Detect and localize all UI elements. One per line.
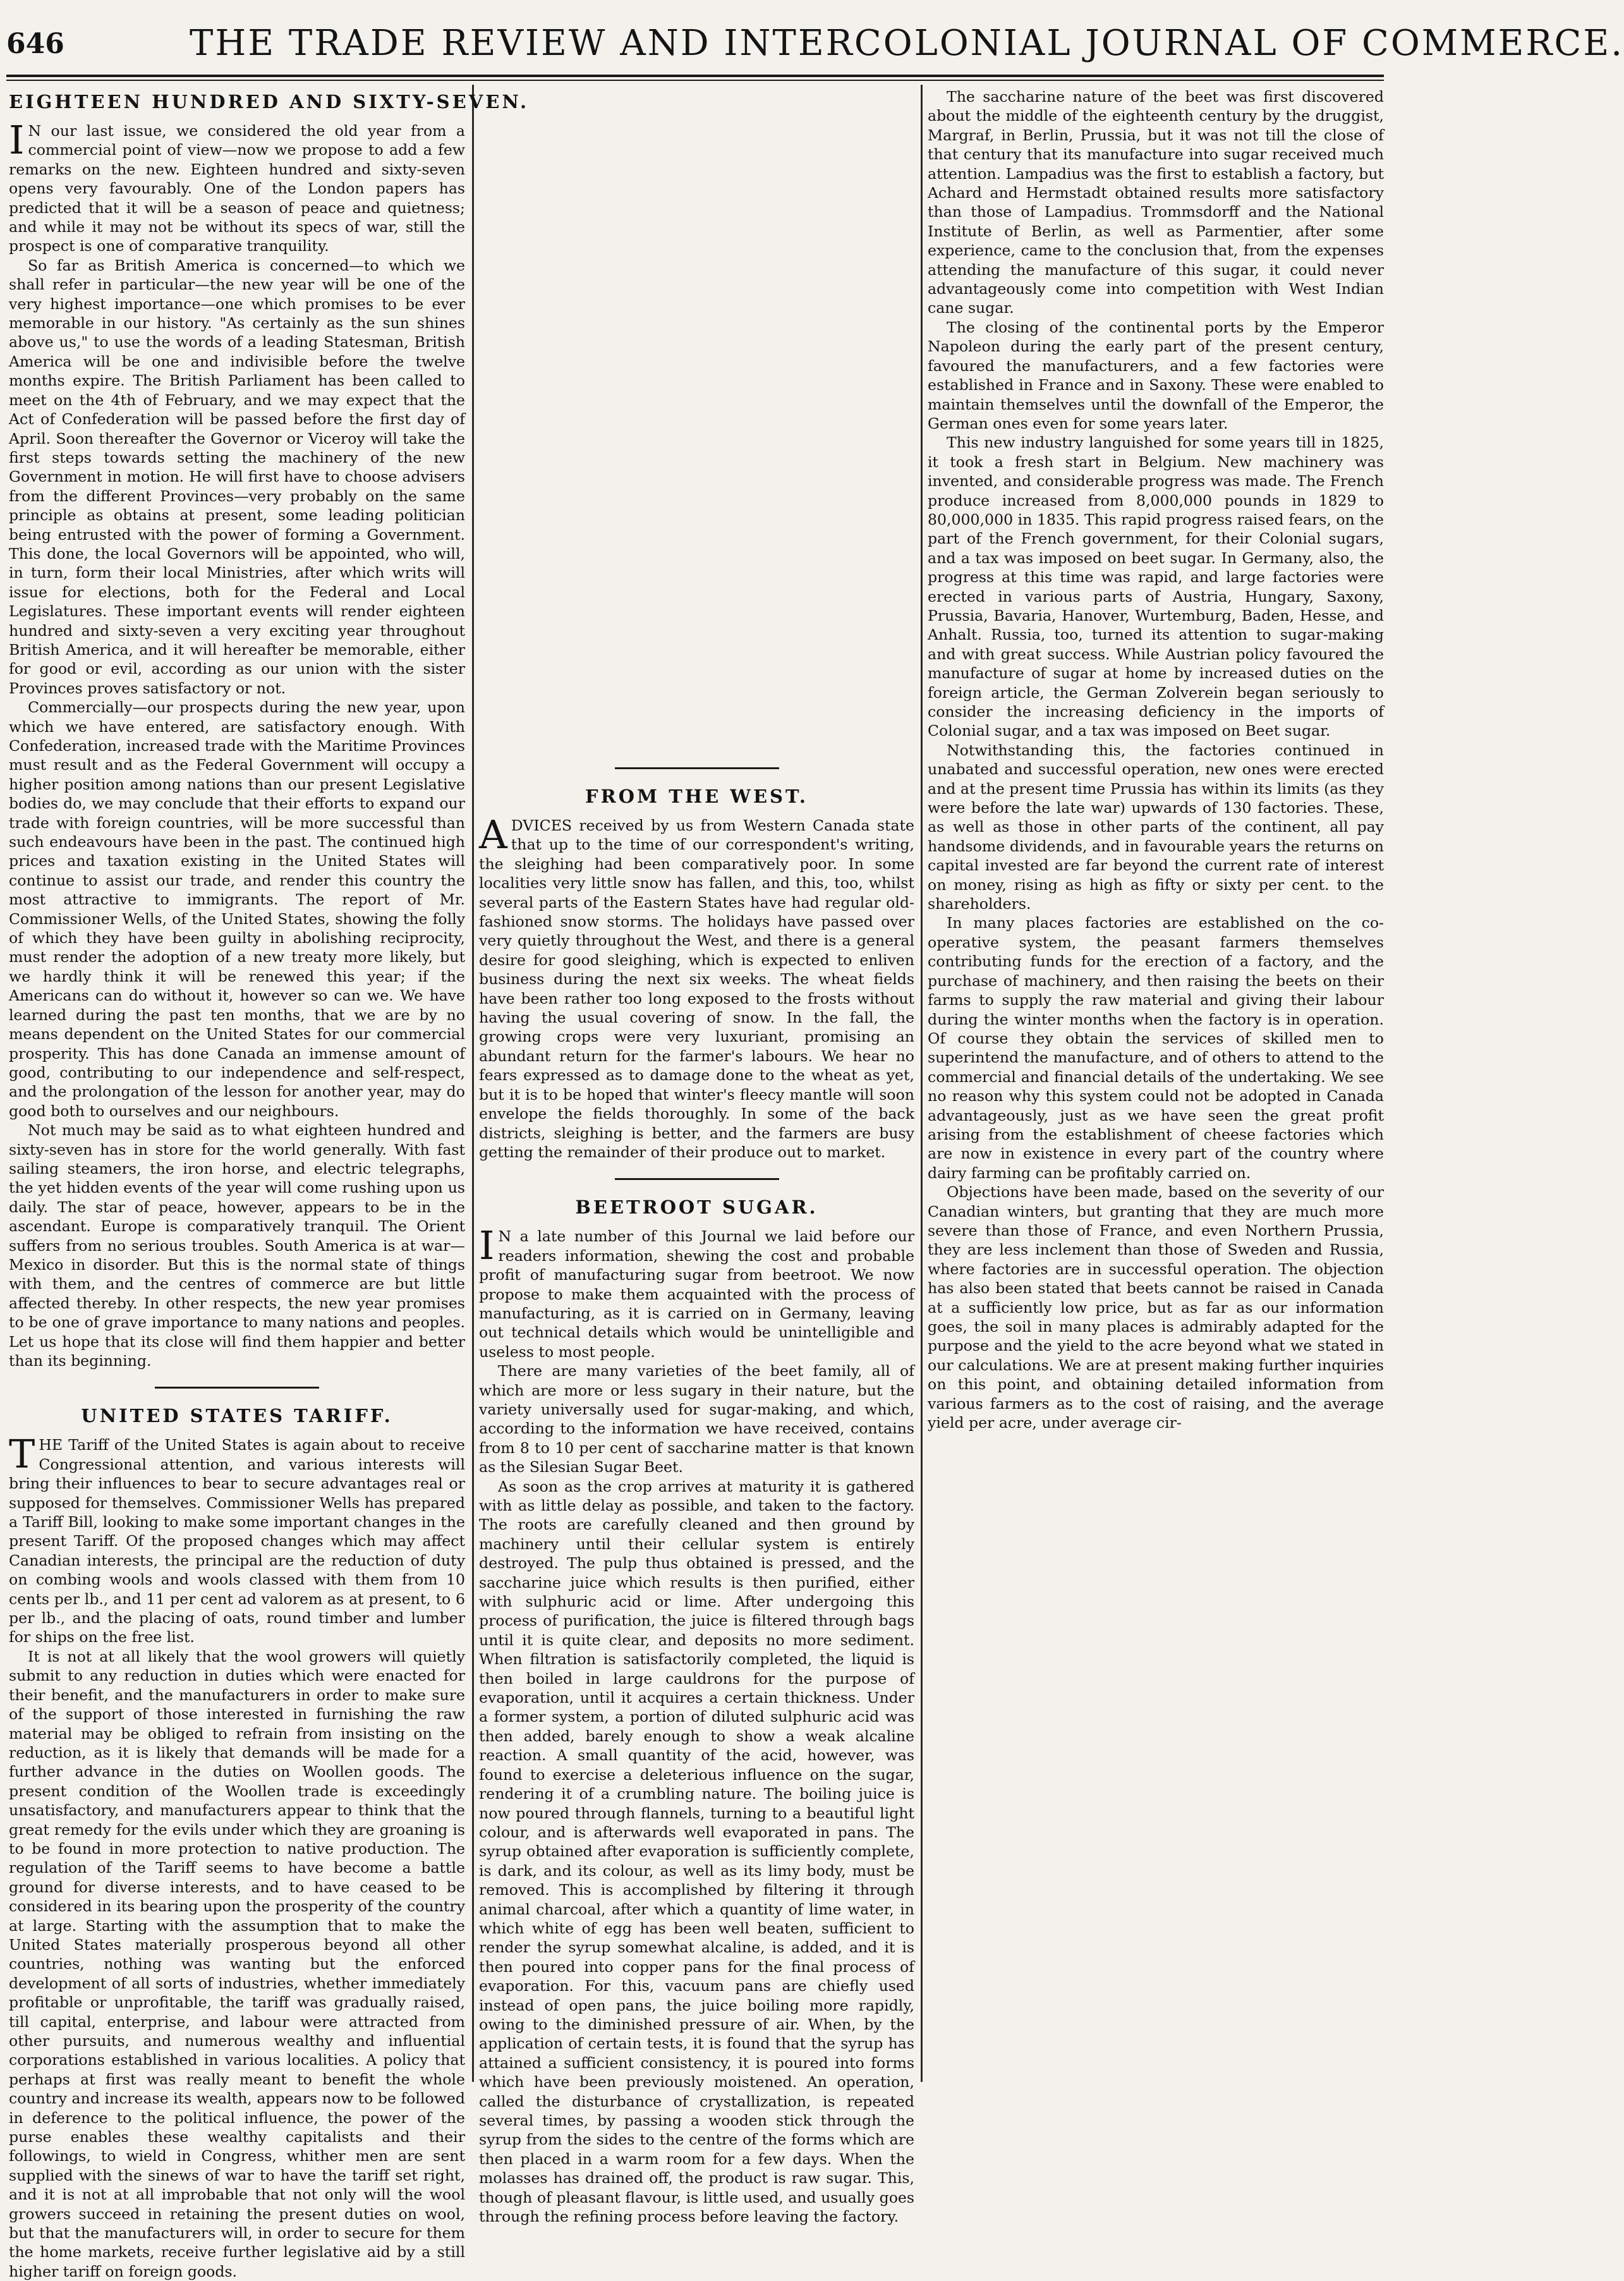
article-4-paragraph-1: I N a late number of this Journal we laid before our readers information, shewing the cost and probable profit of manufacturing sugar from beetroot. We now propose to make them acquainted with the process of manufacturing, as it is carried on in Germany, leaving out technical details which would be unintelligible and useless to most people. (479, 1222, 914, 1361)
drop-cap: I (9, 117, 25, 163)
article-1-paragraph-3: Commercially—our prospects during the new year, upon which we have entered, are satisfactory enough. With Confederation, increased trade with the Maritime Provinces must result and as the Federal Government will occupy a higher position among nations than our present Legislative bodies do, we may conclude that their efforts to expand our trade with foreign countries, will be more successful than such endeavours have been in the past. The continued high prices and taxation existing in the United States will continue to assist our trade, and render this country the most attractive to immigrants. The report of Mr. Commissioner Wells, of the United States, showing the folly of which they have been guilty in abolishing reciprocity, must render the adoption of a new treaty more likely, but we hardly think it will be renewed this year; if the Americans can do without it, however so can we. We have learned during the past ten months, that we are by no means dependent on the United States for our commercial prosperity. This has done Canada an immense amount of good, contributing to our independence and self-respect, and the prolongation of the lesson for another year, may do good both to ourselves and our neighbours. (9, 698, 465, 1120)
article-4-paragraph-5: The closing of the continental ports by the Emperor Napoleon during the early part of the present century, favoured the manufacturers, and a few factories were established in France and in Saxony. These were enabled to maintain themselves until the downfall of the Emperor, the German ones even for some years later. (928, 318, 1384, 432)
continued-tariff-space (479, 87, 914, 751)
running-title: THE TRADE REVIEW AND INTERCOLONIAL JOURNAL OF COMMERCE. (190, 23, 1624, 64)
column-divider-1 (472, 85, 474, 2082)
article-1-paragraph-2: So far as British America is concerned—to which we shall refer in particular—the new year will be one of the very highest importance—one which promises to be ever memorable in our history. "As certainly as the sun shines above us," to use the words of a leading Statesman, British America will be one and indivisible before the twelve months expire. The British Parliament has been called to meet on the 4th of February, and we may expect that the Act of Confederation will be passed before the first day of April. Soon thereafter the Governor or Viceroy will take the first steps towards setting the machinery of the new Government in motion. He will first have to choose advisers from the different Provinces—very probably on the same principle as obtains at present, some leading politician being entrusted with the power of forming a Government. This done, the local Governors will be appointed, who will, in turn, form their local Ministries, after which writs will issue for elections, both for the Federal and Local Legislatures. These important events will render eighteen hundred and sixty-seven a very exciting year throughout British America, and it will hereafter be memorable, either for good or evil, according as our union with the sister Provinces proves satisfactory or not. (9, 256, 465, 697)
column-2 (479, 87, 914, 2226)
drop-cap: A (479, 812, 507, 858)
article-4-paragraph-4: The saccharine nature of the beet was first discovered about the middle of the eighteenth century by the druggist, Margraf, in Berlin, Prussia, but it was not till the close of that century that its manufacture into sugar received much attention. Lampadius was the first to establish a factory, but Achard and Hermstadt obtained results more satisfactory than those of Lampadius. Trommsdorff and the National Institute of Berlin, as well as Parmentier, after some experience, came to the conclusion that, from the expenses attending the manufacture of this sugar, it could never advantageously come into competition with West Indian cane sugar. (928, 88, 1384, 317)
article-4-paragraph-6: This new industry languished for some years till in 1825, it took a fresh start in Belgium. New machinery was invented, and considerable progress was made. The French produce increased from 8,000,000 pounds in 1829 to 80,000,000 in 1835. This rapid progress raised fears, on the part of the French government, for their Colonial sugars, and a tax was imposed on beet sugar. In Germany, also, the progress at this time was rapid, and large factories were erected in various parts of Austria, Hungary, Saxony, Prussia, Bavaria, Hanover, Wurtemburg, Baden, Hesse, and Anhalt. Russia, too, turned its attention to sugar-making and with great success. While Austrian policy favoured the manufacture of sugar at home by increased duties on the foreign article, the German Zolverein began seriously to consider the increasing deficiency in the imports of Colonial sugar, and a tax was imposed on Beet sugar. (928, 434, 1384, 740)
column-divider-2 (921, 85, 923, 2082)
article-2-paragraph-1: THE Tariff of the United States is again about to receive Congressional attention, and various interests will bring their influences to bear to secure advantages real or supposed for themselves. Commissioner Wells has prepared a Tariff Bill, looking to make some important changes in the present Tariff. Of the proposed changes which may affect Canadian interests, the principal are the reduction of duty on combing wools and wools classed with them from 10 cents per lb., and 11 per cent ad valorem as at present, to 6 per lb., and the placing of oats, round timber and lumber for ships on the free list. (9, 1431, 465, 1646)
article-1-paragraph-1: I N our last issue, we considered the old year from a commercial point of view—now we propose to add a few remarks on the new. Eighteen hundred and sixty-seven opens very favourably. One of the London papers has predicted that it will be a season of peace and quietness; and while it may not be without its specs of war, still the prospect is one of comparative tranquility. (9, 117, 465, 255)
article-4-paragraph-8: In many places factories are established on the co-operative system, the peasant farmers themselves contributing funds for the erection of a factory, and the purchase of machinery, and then raising the beets on their farms to supply the raw material and giving their labour during the winter months when the factory is in operation. Of course they obtain the services of skilled men to superintend the manufacture, and of others to attend to the commercial and financial details of the undertaking. We see no reason why this system could not be adopted in Canada advantageously, just as we have seen the great profit arising from the establishment of cheese factories which are now in existence in every part of the country where dairy farming can be profitably carried on. (928, 914, 1384, 1182)
header-rule (6, 75, 1384, 77)
article-1-paragraph-4: Not much may be said as to what eighteen hundred and sixty-seven has in store for the world generally. With fast sailing steamers, the iron horse, and electric telegraphs, the yet hidden events of the year will come rushing upon us daily. The star of peace, however, appears to be in the ascendant. Europe is comparatively tranquil. The Orient suffers from no serious troubles. South America is at war—Mexico in disorder. But this is the normal state of things with them, and the centres of commerce are but little affected thereby. In other respects, the new year promises to be one of grave importance to many nations and peoples. Let us hope that its close will find them happier and better than its beginning. (9, 1121, 465, 1370)
article-4-paragraph-2: There are many varieties of the beet family, all of which are more or less sugary in their nature, but the variety universally used for sugar-making, and which, according to the information we have received, contains from 8 to 10 per cent of saccharine matter is that known as the Silesian Sugar Beet. (479, 1362, 914, 1476)
heading-eighteen-hundred: EIGHTEEN HUNDRED AND SIXTY-SEVEN. (9, 91, 530, 113)
article-2-paragraph-2: It is not at all likely that the wool growers will quietly submit to any reduction in duties which were enacted for their benefit, and the manufacturers in order to make sure of the support of those interested in furnishing the raw material may be obliged to refrain from insisting on the reduction, as it is likely that demands will be made for a further advance in the duties on Woollen goods. The present condition of the Woollen trade is exceedingly unsatisfactory, and manufacturers appear to think that the great remedy for the evils under which they are groaning is to be found in more protection to native production. The regulation of the Tariff seems to have become a battle ground for diverse interests, and to have ceased to be considered in its bearing upon the prosperity of the country at large. Starting with the assumption that to make the United States materially prosperous beyond all other countries, nothing was wanting but the enforced development of all sorts of industries, whether immediately profitable or unprofitable, the tariff was gradually raised, till capital, enterprise, and labour were attracted from other pursuits, and numerous wealthy and influential corporations established in various localities. A policy that perhaps at first was really meant to benefit the whole country and increase its wealth, appears now to be followed in deference to the political influence, the power of the purse enables these wealthy capitalists and their followings, to wield in Congress, whither men are sent supplied with the sinews of war to have the tariff set right, and it is not at all improbable that not only will the wool growers succeed in retaining the present duties on wool, but that the manufacturers will, in order to secure for them the home markets, receive further legislative aid by a still higher tariff on foreign goods. (9, 1647, 465, 2280)
section-rule (155, 1387, 319, 1389)
heading-from-the-west: FROM THE WEST. (585, 786, 808, 807)
heading-beetroot-sugar: BEETROOT SUGAR. (575, 1196, 818, 1219)
section-rule (615, 767, 779, 769)
article-4-paragraph-7: Notwithstanding this, the factories continued in unabated and successful operation, new ones were erected and at the present time Prussia has within its limits (as they were before the late war) upwards of 130 factories. These, as well as those in other parts of the continent, all pay handsome dividends, and in favourable years the returns on capital invested are far beyond the current rate of interest on money, rising as high as fifty or sixty per cent. to the shareholders. (928, 741, 1384, 913)
section-rule (615, 1178, 779, 1180)
header-rule-thin (6, 80, 1384, 81)
article-4-paragraph-3: As soon as the crop arrives at maturity it is gathered with as little delay as possible, and taken to the factory. The roots are carefully cleaned and then ground by machinery until their cellular system is entirely destroyed. The pulp thus obtained is pressed, and the saccharine juice which results is then purified, either with sulphuric acid or lime. After undergoing this process of purification, the juice is filtered through bags until it is quite clear, and deposits no more sediment. When filtration is satisfactorily completed, the liquid is then boiled in large cauldrons for the purpose of evaporation, until it acquires a certain thickness. Under a former system, a portion of diluted sulphuric acid was then added, barely enough to show a weak alcaline reaction. A small quantity of the acid, however, was found to exercise a deleterious influence on the sugar, rendering it of a crumbling nature. The boiling juice is now poured through flannels, turning to a beautiful light colour, and is afterwards well evaporated in pans. The syrup obtained after evaporation is sufficiently complete, is dark, and its colour, as well as its limy body, must be removed. This is accomplished by filtering it through animal charcoal, after which a quantity of lime water, in which white of egg has been well beaten, sufficient to render the syrup somewhat alcaline, is added, and it is then poured into copper pans for the final process of evaporation. For this, vacuum pans are chiefly used instead of open pans, the juice boiling more rapidly, owing to the diminished pressure of air. When, by the application of certain tests, it is found that the syrup has attained a sufficient consistency, it is poured into forms which have been previously moistened. An operation, called the disturbance of crystallization, is repeated several times, by passing a wooden stick through the syrup from the sides to the centre of the forms which are then placed in a warm room for a few days. When the molasses has drained off, the product is raw sugar. This, though of pleasant flavour, is little used, and usually goes through the refining process before leaving the factory. (479, 1477, 914, 2226)
column-3 (928, 87, 1384, 2091)
column-1 (9, 87, 530, 2280)
drop-cap: T (9, 1431, 35, 1478)
article-4-paragraph-9: Objections have been made, based on the severity of our Canadian winters, but granting that they are much more severe than those of France, and even Northern Prussia, they are less inclement than those of Sweden and Russia, where factories are in successful operation. The objection has also been stated that beets cannot be raised in Canada at a sufficiently low price, but as far as our information goes, the soil in many places is admirably adapted for the purpose and the yield to the acre beyond what we stated in our calculations. We are at present making further inquiries on this point, and obtaining detailed information from various farmers as to the cost of raising, and the average yield per acre, under average cir- (928, 1183, 1384, 1432)
page-number: 646 (6, 28, 64, 60)
heading-united-states-tariff: UNITED STATES TARIFF. (81, 1405, 393, 1427)
article-3-paragraph-1: ADVICES received by us from Western Canada state that up to the time of our correspondent's writing, the sleighing had been comparatively poor. In some localities very little snow has fallen, and this, too, whilst several parts of the Eastern States have had regular old-fashioned snow storms. The holidays have passed over very quietly throughout the West, and there is a general desire for good sleighing, which is expected to enliven business during the next six weeks. The wheat fields have been rather too long exposed to the frosts without having the usual covering of snow. In the fall, the growing crops were very luxuriant, promising an abundant return for the farmer's labours. We hear no fears expressed as to damage done to the wheat as yet, but it is to be hoped that winter's fleecy mantle will soon envelope the fields thoroughly. In some of the back districts, sleighing is better, and the farmers are busy getting the remainder of their produce out to market. (479, 812, 914, 1161)
drop-cap: I (479, 1222, 495, 1269)
